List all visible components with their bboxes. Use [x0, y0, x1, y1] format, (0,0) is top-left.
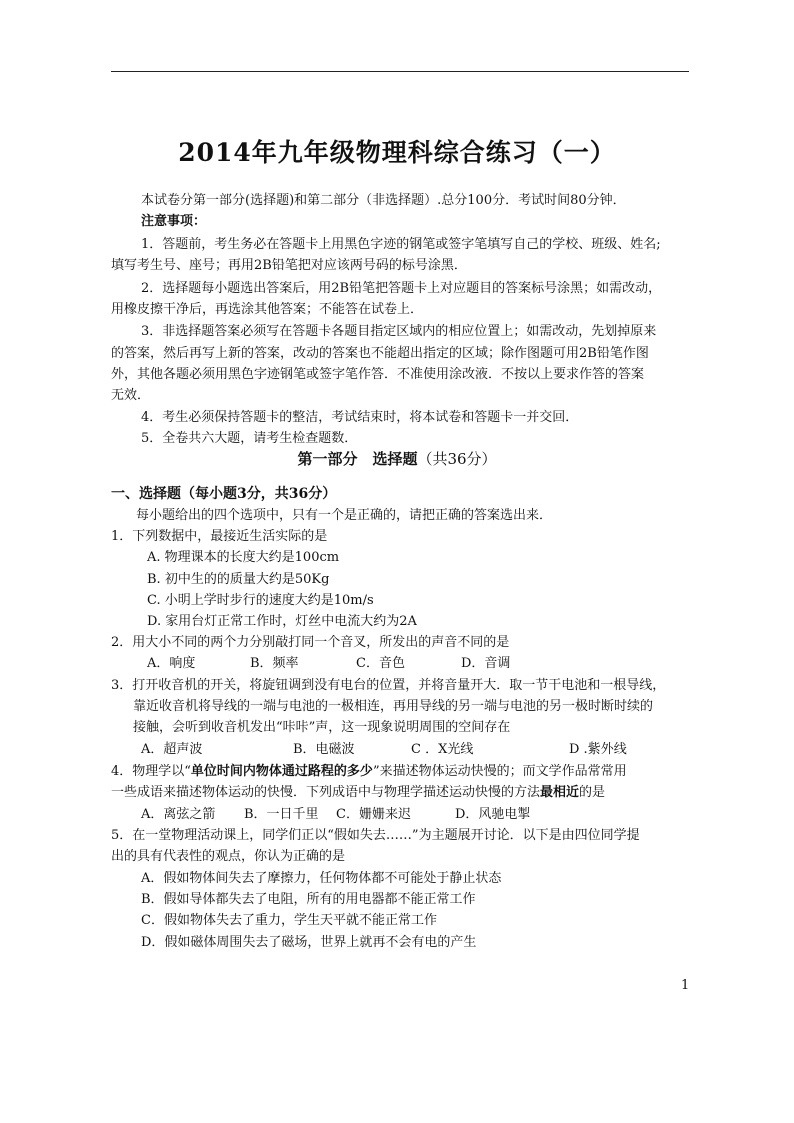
question-3-stem-line: 靠近收音机将导线的一端与电池的一极相连，再用导线的另一端与电池的另一极时断时续的 [133, 699, 654, 714]
section-heading: 一、选择题（每小题3分，共36分） [111, 486, 337, 502]
question-3-option-d: D .紫外线 [569, 742, 627, 757]
question-5-option-d: D．假如磁体周围失去了磁场，世界上就再不会有电的产生 [141, 935, 477, 950]
question-4-emphasis: 单位时间内物体通过路程的多少 [190, 764, 373, 779]
question-4-stem-line-1 [111, 762, 627, 782]
question-1-option-c: C. 小明上学时步行的速度大约是10m/s [147, 593, 374, 608]
intro-text: 本试卷分第一部分(选择题)和第二部分（非选择题）.总分100分．考试时间80分钟． [141, 193, 626, 208]
question-2-option-c: C．音色 [356, 656, 405, 671]
question-5-option-b: B．假如导体都失去了电阻，所有的用电器都不能正常工作 [141, 892, 476, 907]
question-5-stem-line: 出的具有代表性的观点，你认为正确的是 [111, 849, 346, 864]
page-number: 1 [681, 978, 690, 993]
notes-heading: 注意事项： [141, 214, 207, 229]
part-one-score: （共36分） [417, 450, 497, 468]
note-line: 1．答题前，考生务必在答题卡上用黑色字迹的钢笔或签字笔填写自己的学校、班级、姓名; [141, 237, 661, 252]
question-3-stem-line: 3．打开收音机的开关，将旋钮调到没有电台的位置，并将音量开大．取一节干电池和一根导线， [111, 678, 666, 693]
question-3-option-c: C ．X光线 [411, 742, 474, 757]
note-line: 4．考生必须保持答题卡的整洁，考试结束时，将本试卷和答题卡一并交回． [141, 410, 579, 425]
note-line: 用橡皮擦干净后，再选涂其他答案；不能答在试卷上． [111, 302, 424, 317]
question-2-stem: 2．用大小不同的两个力分别敲打同一个音叉，所发出的声音不同的是 [111, 635, 510, 650]
note-line: 填写考生号、座号；再用2B铅笔把对应该两号码的标号涂黑． [111, 258, 467, 273]
question-1-option-d: D. 家用台灯正常工作时，灯丝中电流大约为2A [147, 614, 417, 629]
question-1-option-b: B. 初中生的的质量大约是50Kg [147, 572, 330, 587]
question-1-option-a: A. 物理课本的长度大约是100cm [147, 550, 340, 565]
note-line: 外，其他各题必须用黑色字迹钢笔或签字笔作答．不准使用涂改液．不按以上要求作答的答案 [111, 367, 645, 382]
note-line: 的答案，然后再写上新的答案，改动的答案也不能超出指定的区域；除作图题可用2B铅笔作图 [111, 346, 649, 361]
question-1-stem: 1．下列数据中，最接近生活实际的是 [111, 529, 328, 544]
note-line: 无效． [111, 388, 151, 403]
question-4-stem-text: ”来描述物体运动快慢的；而文学作品常常用 [372, 764, 627, 779]
question-4-stem-line-2 [111, 783, 605, 803]
question-5-option-a: A．假如物体间失去了摩擦力，任何物体都不可能处于静止状态 [141, 871, 502, 886]
question-4-stem-text: 的是 [579, 785, 606, 800]
question-4-option-b: B．一日千里 [244, 807, 319, 822]
question-4-stem-text: 4．物理学以“ [111, 764, 191, 779]
question-2-option-b: B．频率 [250, 656, 299, 671]
question-5-option-c: C．假如物体失去了重力，学生天平就不能正常工作 [141, 913, 437, 928]
question-4-stem-text: 一些成语来描述物体运动的快慢．下列成语中与物理学描述运动快慢的方法 [111, 785, 541, 800]
section-instruction: 每小题给出的四个选项中，只有一个是正确的，请把正确的答案选出来． [136, 508, 553, 523]
part-one-title: 第一部分 选择题 [297, 450, 418, 468]
question-5-stem-line: 5．在一堂物理活动课上，同学们正以“假如失去……”为主题展开讨论．以下是由四位同学提 [111, 828, 640, 843]
question-2-option-a: A．响度 [147, 656, 196, 671]
question-3-option-a: A．超声波 [141, 742, 203, 757]
note-line: 2．选择题每小题选出答案后，用2B铅笔把答题卡上对应题目的答案标号涂黑；如需改动， [141, 281, 662, 296]
question-4-option-a: A．离弦之箭 [141, 807, 216, 822]
question-4-emphasis: 最相近 [540, 785, 580, 800]
question-3-option-b: B．电磁波 [293, 742, 355, 757]
page-title: 2014年九年级物理科综合练习（一） [178, 138, 616, 167]
question-4-option-c: C．姗姗来迟 [336, 807, 411, 822]
question-3-stem-line: 接触，会听到收音机发出“咔咔”声，这一现象说明周围的空间存在 [133, 720, 511, 735]
note-line: 3．非选择题答案必须写在答题卡各题目指定区域内的相应位置上；如需改动，先划掉原来 [141, 324, 657, 339]
question-2-option-d: D．音调 [461, 656, 511, 671]
note-line: 5．全卷共六大题，请考生检查题数． [141, 431, 358, 446]
question-4-option-d: D．风驰电掣 [455, 807, 531, 822]
part-one-heading [0, 449, 794, 469]
header-rule [111, 71, 689, 72]
